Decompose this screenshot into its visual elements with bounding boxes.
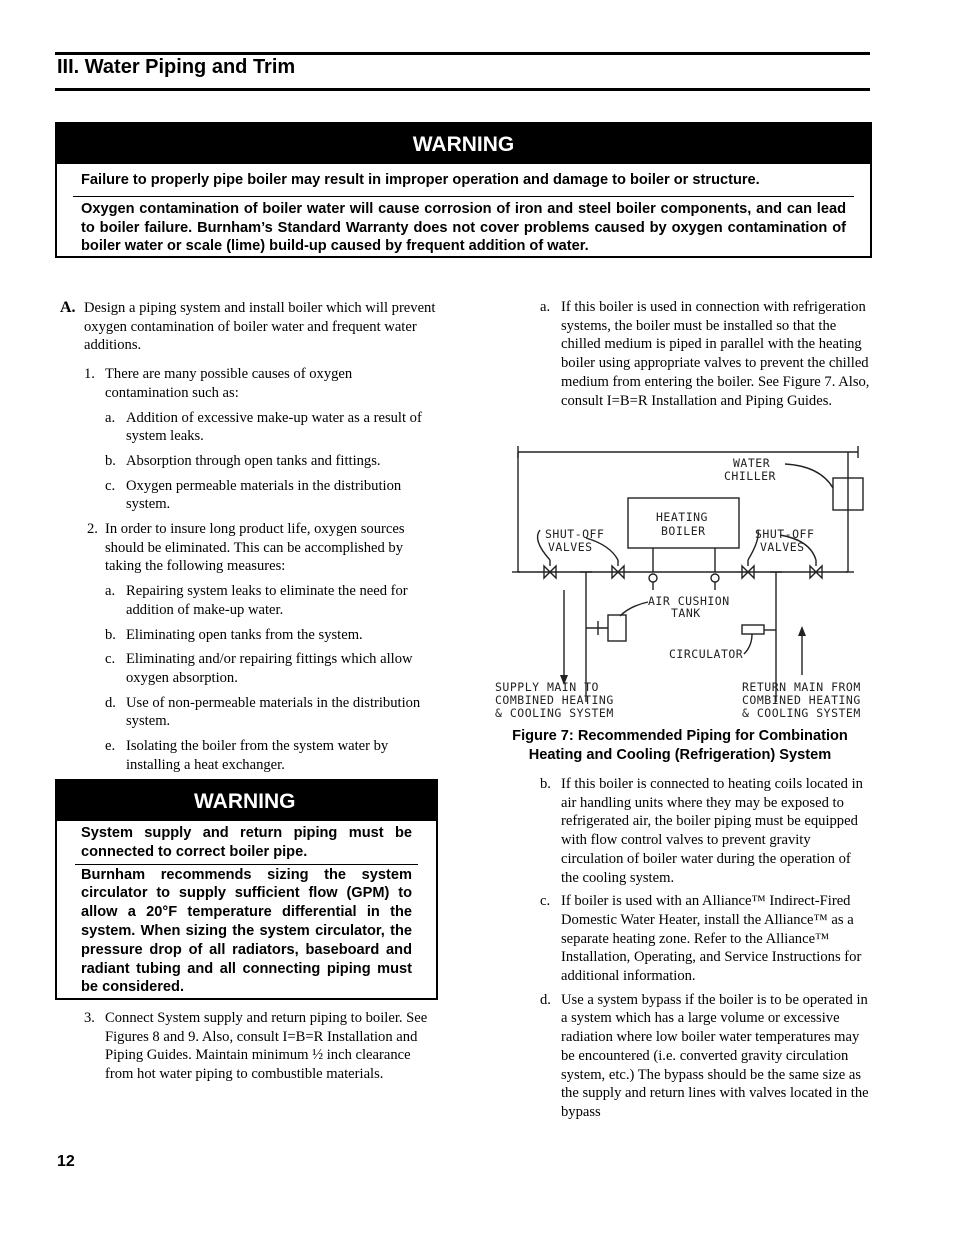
item-2-text: In order to insure long product life, oxygen sources should be eliminated. This can be accomplished by taking the following measures: [105,521,405,575]
item-right-a-text: If this boiler is used in connection with refrigeration systems, the boiler must be installed so that the chilled medium is piped in parallel with the heating boiler using appropriate valves to prevent the chilled medium from entering the boiler. See Figure 7. Also, consult I=B=R Installation and Piping Guides. [561,299,870,409]
item-1c [60,477,438,514]
shutoff-left-label-1: SHUT-OFF [545,527,605,541]
item-2b-text: Eliminating open tanks from the system. [126,626,363,643]
warning-box-piping [55,779,438,1000]
item-1a-label: a. [105,409,116,426]
item-right-d [540,991,872,1122]
item-1b-label: b. [105,452,116,469]
warning-line-connect: System supply and return piping must be connected to correct boiler pipe. [81,825,412,860]
circulator-label: CIRCULATOR [669,647,744,661]
item-right-b [540,775,872,887]
item-2e [60,737,438,774]
title-underline [55,88,870,91]
page-number: 12 [57,1153,75,1170]
item-a-text: Design a piping system and install boiler which will prevent oxygen contamination of boiler water and frequent water additions. [84,300,436,354]
top-rule [55,52,870,55]
item-right-c-label: c. [540,893,551,910]
water-chiller-label-2: CHILLER [724,469,776,483]
return-label-1: RETURN MAIN FROM [742,680,861,694]
item-2e-text: Isolating the boiler from the system water by installing a heat exchanger. [126,738,389,773]
warning-box-top [55,122,872,258]
item-1b-text: Absorption through open tanks and fittings. [126,452,381,469]
item-1c-text: Oxygen permeable materials in the distribution system. [126,477,402,513]
item-1a-text: Addition of excessive make-up water as a result of system leaks. [126,409,422,445]
air-cushion-label-2: TANK [671,606,701,620]
section-title: III. Water Piping and Trim [57,56,296,78]
shutoff-right-label-1: SHUT-OFF [755,527,815,541]
item-2a [60,582,438,619]
supply-label-3: & COOLING SYSTEM [495,706,614,720]
item-2c [60,650,438,687]
item-2d [60,694,438,731]
warning-line-failure: Failure to properly pipe boiler may result in improper operation and damage to boiler or structure. [81,172,760,188]
right-column-top [540,298,872,410]
item-a-label: A. [60,299,76,316]
item-right-c [540,892,872,986]
item-2d-label: d. [105,694,116,711]
item-1-text: There are many possible causes of oxygen contamination such as: [105,366,353,401]
item-a [60,299,438,355]
figure-caption: Figure 7: Recommended Piping for Combination Heating and Cooling (Refrigeration) System [512,728,848,763]
item-2 [60,520,438,576]
item-2a-label: a. [105,583,116,600]
right-column-bottom [540,775,872,1122]
item-1-label: 1. [84,366,95,383]
item-right-d-label: d. [540,991,551,1008]
supply-label-1: SUPPLY MAIN TO [495,680,599,694]
warning-heading: WARNING [57,781,436,821]
shutoff-right-label-2: VALVES [760,540,805,554]
item-right-a-label: a. [540,299,551,315]
warning-line-sizing: Burnham recommends sizing the system circulator to supply sufficient flow (GPM) to allow a 20°F temperature differential in the system. When sizing the system circulator, the pressure drop of all radiators, baseboard and radiant tubing and all connecting piping must be considered. [81,866,412,996]
heating-boiler-label-2: BOILER [661,524,706,538]
item-1c-label: c. [105,477,116,494]
item-right-b-text: If this boiler is connected to heating coils located in air handling units where they may be exposed to refrigerated air, the boiler piping must be equipped with flow control valves to prevent gravity circulation of boiler water during the operation of the cooling system. [561,776,863,886]
item-right-b-label: b. [540,776,551,792]
air-cushion-label-1: AIR CUSHION [648,594,730,608]
piping-diagram [490,440,870,722]
return-label-3: & COOLING SYSTEM [742,706,861,720]
item-3-text: Connect System supply and return piping to boiler. See Figures 8 and 9. Also, consult I=B=R Installation and Piping Guides. Maintain minimum ½ inch clearance from hot water piping to combustible materials. [105,1010,428,1083]
item-2b-label: b. [105,626,116,643]
warning-line-oxygen: Oxygen contamination of boiler water will cause corrosion of iron and steel boiler components, and can lead to boiler failure. Burnham’s Standard Warranty does not cover problems caused by oxygen contamination of boiler water or scale (lime) build-up caused by frequent addition of water. [81,200,846,255]
item-2a-text: Repairing system leaks to eliminate the need for addition of make-up water. [126,583,408,618]
item-2e-label: e. [105,738,116,755]
item-right-d-text: Use a system bypass if the boiler is to be operated in a system which has a large volume or excessive radiation where low boiler water temperatures may be encountered (i.e. converted gravity circulation system, etc.) The bypass should be the same size as the supply and return lines with valves located in the bypass [561,991,869,1120]
item-3 [60,1009,438,1084]
shutoff-left-label-2: VALVES [548,540,593,554]
warning-heading: WARNING [57,124,870,164]
left-column [60,299,438,774]
item-2-label: 2. [87,521,98,538]
item-2d-text: Use of non-permeable materials in the distribution system. [126,694,421,730]
item-right-c-text: If boiler is used with an Alliance™ Indirect-Fired Domestic Water Heater, install the Alliance™ as a separate heating zone. Refer to the Alliance™ Installation, Operating, and Service Instructions for additional information. [561,893,862,985]
item-3-label: 3. [84,1010,95,1026]
left-column-bottom [60,1009,438,1084]
item-right-a [540,298,872,410]
item-1b [60,452,438,471]
item-1 [60,365,438,402]
item-1a [60,409,438,446]
item-2c-text: Eliminating and/or repairing fittings which allow oxygen absorption. [126,651,413,686]
water-chiller-label-1: WATER [733,456,771,470]
item-2b [60,626,438,645]
heating-boiler-label-1: HEATING [656,510,708,524]
supply-label-2: COMBINED HEATING [495,693,614,707]
return-label-2: COMBINED HEATING [742,693,861,707]
item-2c-label: c. [105,651,116,668]
